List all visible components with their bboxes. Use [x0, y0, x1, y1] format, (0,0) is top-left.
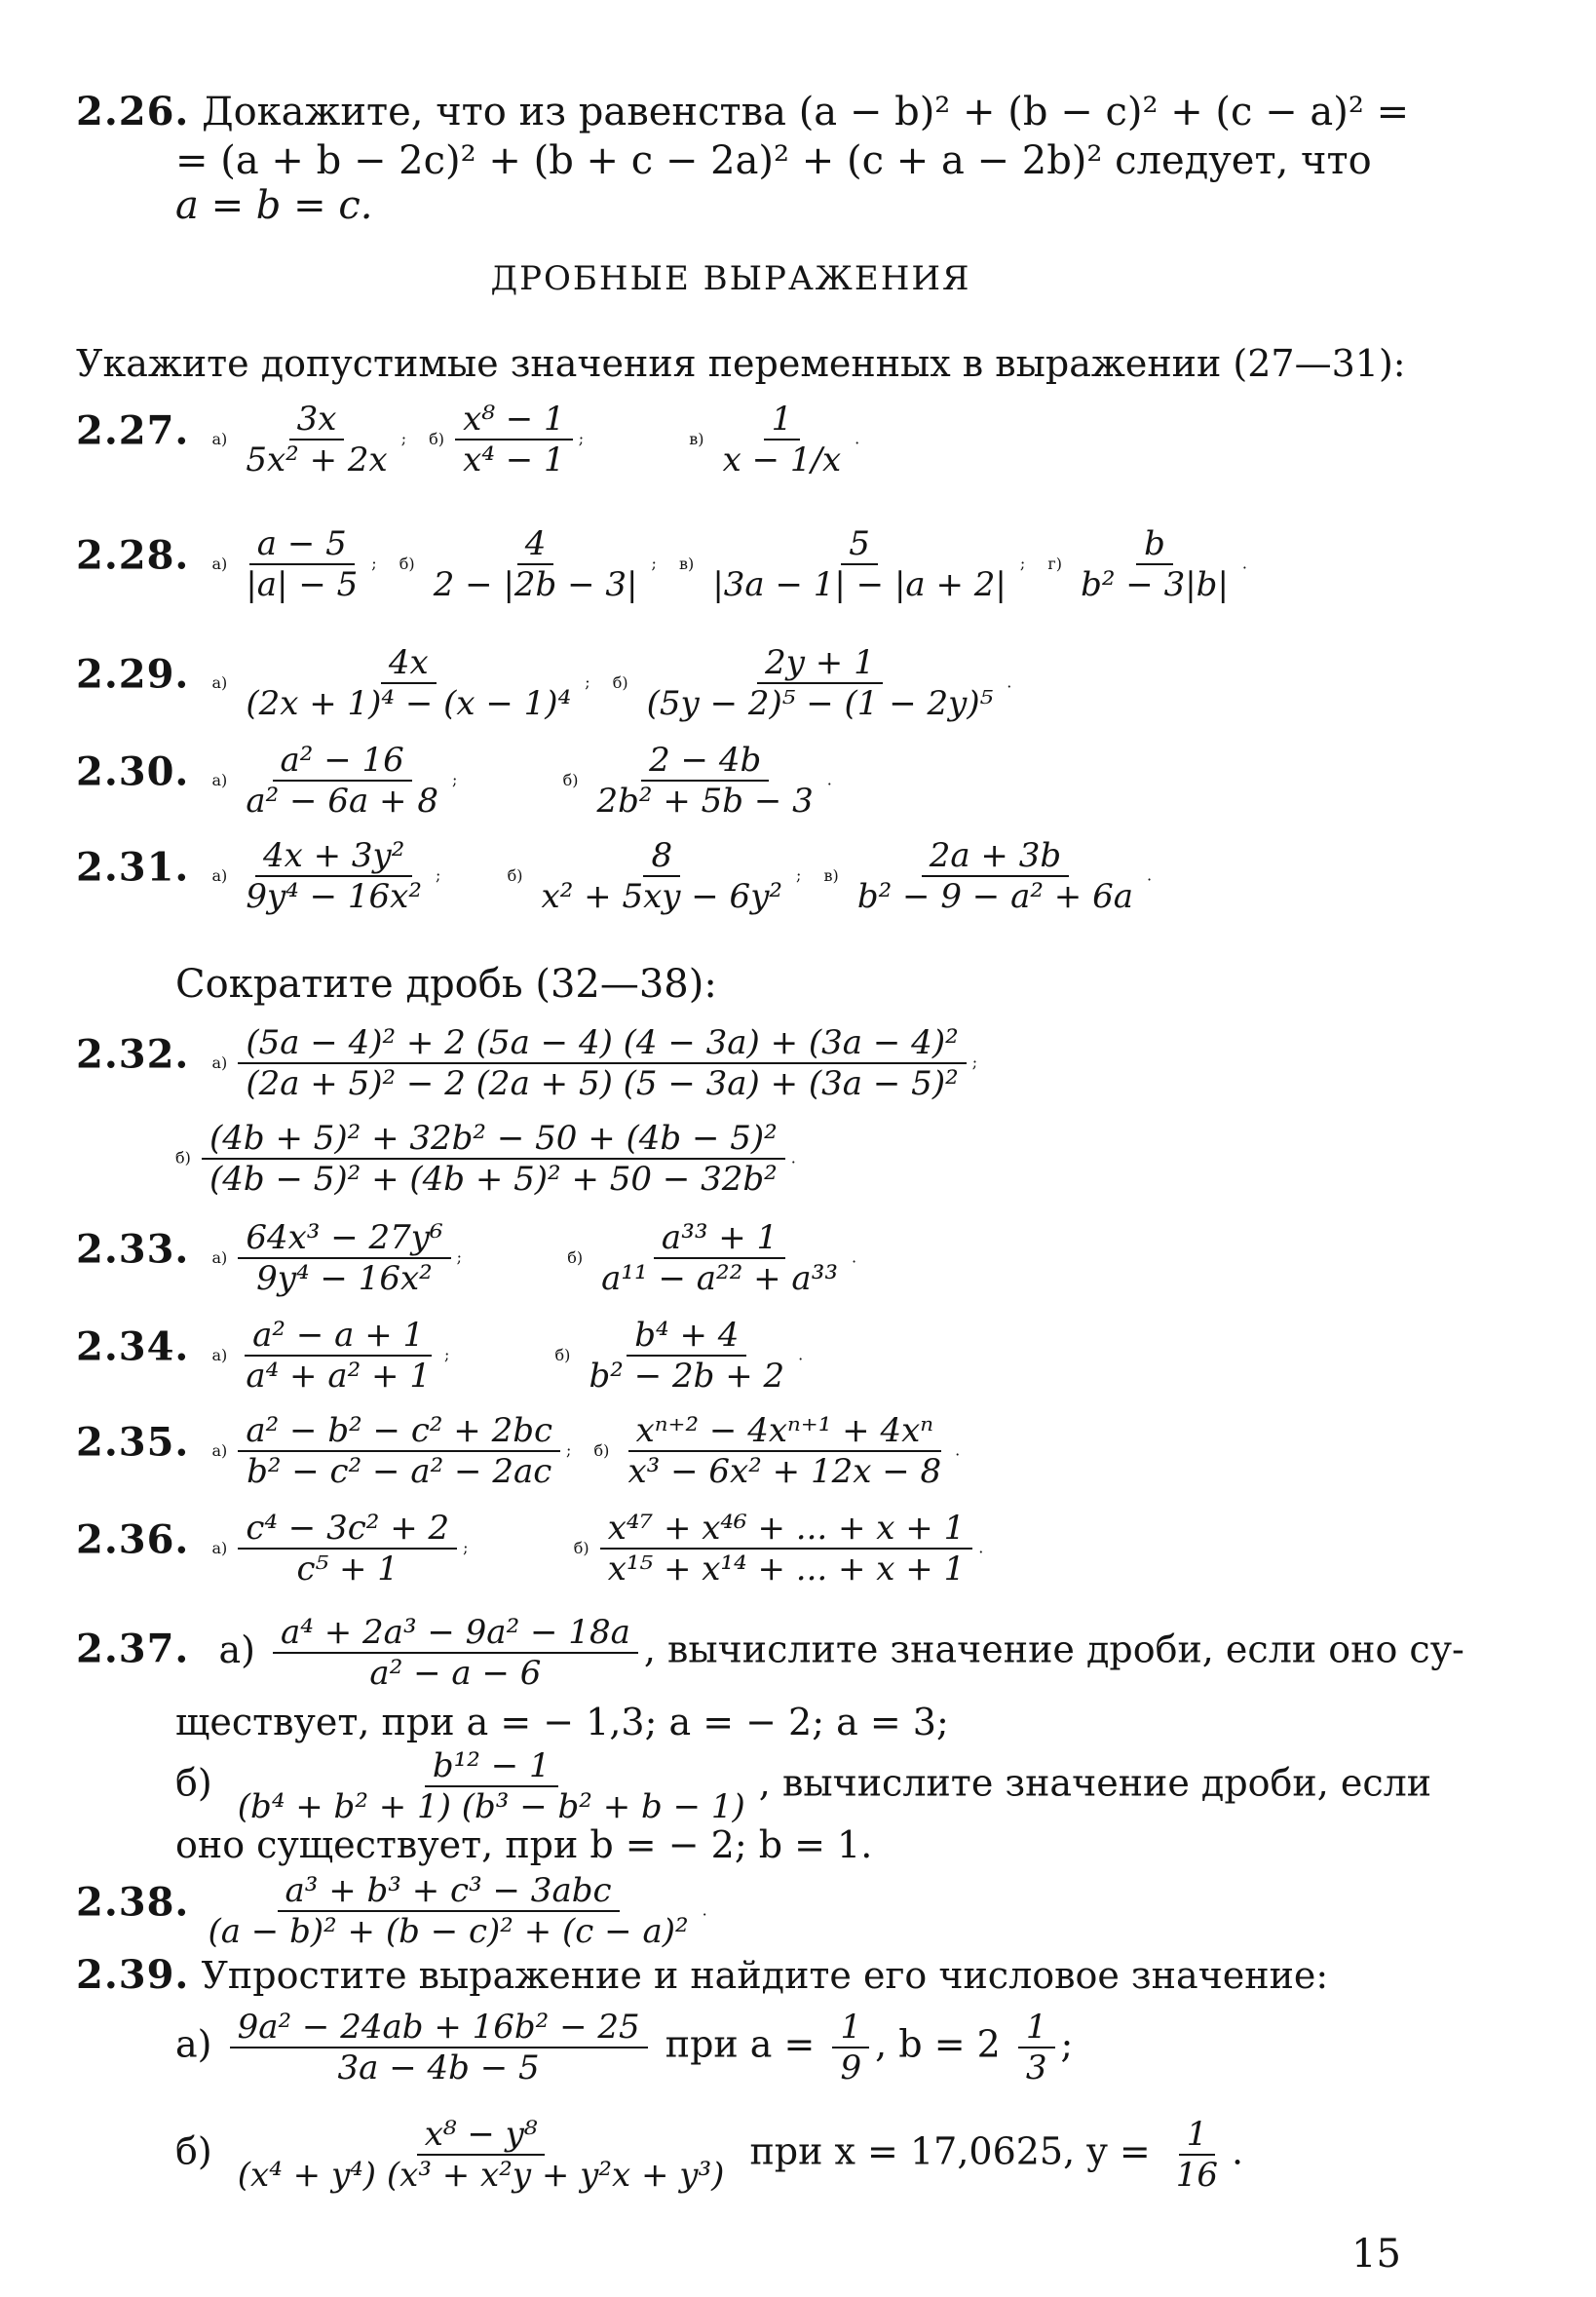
fraction [639, 643, 1002, 723]
fraction [238, 741, 446, 821]
part-label: а) [211, 1440, 228, 1460]
numerator: 2a + 3b [922, 836, 1069, 877]
problem-number: 2.33. [76, 1226, 190, 1273]
part-label: а) [218, 1627, 255, 1671]
fraction [238, 1509, 457, 1589]
problem-2-31 [76, 836, 1421, 916]
numerator: 2y + 1 [757, 643, 883, 684]
fraction [202, 1119, 785, 1199]
separator: . [1007, 672, 1012, 692]
part-label: б) [399, 554, 415, 573]
numerator: 64x³ − 27y⁶ [238, 1218, 450, 1259]
problem-text: , вычислите значение дроби, если оно су- [643, 1627, 1464, 1671]
problem-2-27 [76, 400, 1421, 479]
condition-text: , b = 2 [875, 2022, 1001, 2066]
fraction [455, 400, 573, 479]
denominator: x − 1/x [722, 440, 842, 479]
numerator: 5 [841, 524, 878, 565]
fraction [426, 524, 646, 604]
separator: ; [585, 672, 590, 692]
problem-2-37b-line2: оно существует, при b = − 2; b = 1. [175, 1823, 873, 1866]
part-label: в) [689, 429, 704, 448]
part-label: г) [1047, 554, 1062, 573]
fraction [1168, 2115, 1226, 2195]
fraction [200, 1871, 696, 1951]
fraction [238, 836, 430, 916]
problem-number: 2.36. [76, 1516, 190, 1563]
fraction [230, 1746, 753, 1826]
problem-2-32a [76, 1023, 1421, 1103]
numerator: 1 [1179, 2115, 1216, 2156]
numerator: 8 [643, 836, 680, 877]
denominator: a² − a − 6 [369, 1654, 542, 1693]
denominator: 9 [840, 2048, 862, 2087]
fraction [850, 836, 1141, 916]
numerator: 9a² − 24ab + 16b² − 25 [230, 2008, 648, 2048]
part-label: б) [175, 1761, 212, 1805]
denominator: 5x² + 2x [246, 440, 388, 479]
numerator: (4b + 5)² + 32b² − 50 + (4b − 5)² [202, 1119, 785, 1160]
numerator: a² − a + 1 [245, 1316, 432, 1357]
denominator: (a − b)² + (b − c)² + (c − a)² [208, 1912, 689, 1951]
part-label: а) [211, 1345, 228, 1364]
separator: ; [435, 865, 441, 885]
numerator: xⁿ⁺² − 4xⁿ⁺¹ + 4xⁿ [628, 1411, 942, 1452]
numerator: a² − b² − c² + 2bc [238, 1411, 560, 1452]
numerator: b¹² − 1 [425, 1746, 558, 1787]
denominator: c⁵ + 1 [296, 1550, 399, 1589]
problem-2-39a [175, 2008, 1520, 2087]
numerator: a² − 16 [273, 741, 412, 782]
separator: ; [400, 429, 407, 448]
numerator: a³ + b³ + c³ − 3abc [278, 1871, 620, 1912]
numerator: 4x [381, 643, 437, 684]
denominator: (5y − 2)⁵ − (1 − 2y)⁵ [646, 684, 994, 723]
denominator: (x⁴ + y⁴) (x³ + x²y + y²x + y³) [237, 2156, 725, 2195]
page-number: 15 [1351, 2232, 1401, 2277]
fraction [230, 2008, 648, 2087]
numerator: 2 − 4b [641, 741, 769, 782]
separator: ; [566, 1440, 572, 1460]
denominator: a⁴ + a² + 1 [246, 1357, 431, 1396]
problem-number: 2.28. [76, 532, 190, 579]
problem-number: 2.35. [76, 1419, 190, 1466]
numerator: x⁴⁷ + x⁴⁶ + ... + x + 1 [600, 1509, 973, 1550]
part-label: б) [612, 672, 628, 692]
separator: . [702, 1900, 707, 1920]
part-label: а) [211, 1053, 228, 1072]
denominator: (b⁴ + b² + 1) (b³ − b² + b − 1) [237, 1787, 745, 1826]
fraction [593, 1218, 846, 1298]
denominator: x⁴ − 1 [463, 440, 565, 479]
separator: ; [1019, 554, 1026, 573]
problem-number: 2.27. [76, 407, 190, 454]
separator: . [798, 1345, 804, 1364]
part-label: б) [554, 1345, 571, 1364]
fraction [238, 1316, 438, 1396]
part-label: а) [175, 2022, 212, 2066]
separator: . [1147, 865, 1153, 885]
denominator: x² + 5xy − 6y² [541, 877, 783, 916]
instruction-32-38: Сократите дробь (32—38): [175, 962, 717, 1007]
part-label: а) [211, 554, 228, 573]
problem-2-37a [76, 1613, 1464, 1693]
problem-2-38 [76, 1871, 1421, 1951]
problem-number: 2.34. [76, 1323, 190, 1370]
denominator: b² − 9 − a² + 6a [856, 877, 1133, 916]
problem-number: 2.32. [76, 1031, 190, 1078]
fraction [534, 836, 791, 916]
denominator: (2a + 5)² − 2 (2a + 5) (5 − 3a) + (3a − 5)² [246, 1064, 959, 1103]
part-label: б) [573, 1538, 589, 1557]
denominator: 9y⁴ − 16x² [256, 1259, 433, 1298]
fraction [1073, 524, 1236, 604]
condition-text: при x = 17,0625, y = [749, 2129, 1151, 2173]
problem-2-39 [76, 1951, 1401, 2000]
problem-number: 2.26. [76, 89, 190, 134]
problem-2-26-line2: = (a + b − 2c)² + (b + c − 2a)² + (c + a − 2b)² следует, что [175, 138, 1372, 183]
separator: . [955, 1440, 961, 1460]
section-heading: ДРОБНЫЕ ВЫРАЖЕНИЯ [490, 259, 971, 298]
fraction [589, 741, 821, 821]
numerator: 1 [832, 2008, 869, 2048]
problem-number: 2.30. [76, 748, 190, 795]
separator: ; [443, 1345, 450, 1364]
denominator: x³ − 6x² + 12x − 8 [627, 1452, 942, 1491]
denominator: b² − c² − a² − 2ac [247, 1452, 552, 1491]
problem-2-36 [76, 1509, 1421, 1589]
problem-number: 2.39. [76, 1952, 190, 1998]
condition-text: при a = [665, 2022, 816, 2066]
part-label: а) [211, 770, 228, 789]
problem-number: 2.37. [76, 1626, 190, 1672]
denominator: b² − 3|b| [1081, 565, 1229, 604]
fraction [704, 524, 1014, 604]
problem-number: 2.38. [76, 1879, 190, 1926]
separator: . [1232, 2129, 1244, 2173]
separator: ; [651, 554, 657, 573]
problem-2-26-line3: a = b = c. [175, 183, 373, 228]
part-label: в) [678, 554, 695, 573]
fraction [1018, 2008, 1055, 2087]
numerator: a⁴ + 2a³ − 9a² − 18a [273, 1613, 638, 1654]
numerator: a − 5 [249, 524, 355, 565]
problem-text: , вычислите значение дроби, если [758, 1761, 1432, 1805]
part-label: в) [823, 865, 839, 885]
numerator: 4 [517, 524, 554, 565]
separator: . [855, 429, 860, 448]
fraction [832, 2008, 869, 2087]
part-label: а) [211, 1247, 228, 1267]
denominator: 2b² + 5b − 3 [596, 782, 814, 821]
part-label: б) [567, 1247, 584, 1267]
numerator: b⁴ + 4 [627, 1316, 746, 1357]
problem-2-26-line1 [76, 88, 1410, 136]
problem-2-37b [175, 1746, 1520, 1826]
fraction [238, 643, 579, 723]
separator: ; [371, 554, 377, 573]
numerator: 1 [1018, 2008, 1055, 2048]
denominator: x¹⁵ + x¹⁴ + ... + x + 1 [607, 1550, 966, 1589]
fraction [238, 524, 365, 604]
separator: . [851, 1247, 857, 1267]
denominator: (4b − 5)² + (4b + 5)² + 50 − 32b² [209, 1160, 778, 1199]
fraction [238, 1218, 450, 1298]
part-label: б) [562, 770, 579, 789]
part-label: а) [211, 865, 228, 885]
numerator: 3x [289, 400, 345, 440]
fraction [238, 1023, 966, 1103]
denominator: 2 − |2b − 3| [433, 565, 638, 604]
numerator: c⁴ − 3c² + 2 [238, 1509, 457, 1550]
fraction [230, 2115, 733, 2195]
part-label: а) [211, 672, 228, 692]
part-label: а) [211, 429, 228, 448]
fraction [238, 400, 395, 479]
separator: . [1241, 554, 1247, 573]
denominator: a¹¹ − a²² + a³³ [601, 1259, 838, 1298]
problem-text: Докажите, что из равенства (a − b)² + (b − c)² + (c − a)² = [202, 90, 1410, 134]
denominator: 16 [1175, 2156, 1219, 2195]
problem-number: 2.29. [76, 651, 190, 698]
denominator: 3 [1025, 2048, 1047, 2087]
numerator: a³³ + 1 [654, 1218, 785, 1259]
denominator: a² − 6a + 8 [246, 782, 438, 821]
fraction [238, 1411, 560, 1491]
problem-2-37a-line2: ществует, при a = − 1,3; a = − 2; a = 3; [175, 1701, 949, 1743]
part-label: б) [429, 429, 445, 448]
instruction-27-31: Укажите допустимые значения переменных в выражении (27—31): [76, 342, 1406, 385]
separator: ; [463, 1538, 469, 1557]
denominator: (2x + 1)⁴ − (x − 1)⁴ [246, 684, 572, 723]
problem-number: 2.31. [76, 844, 190, 891]
numerator: x⁸ − 1 [455, 400, 573, 440]
denominator: |3a − 1| − |a + 2| [712, 565, 1007, 604]
denominator: b² − 2b + 2 [589, 1357, 785, 1396]
problem-2-28 [76, 524, 1421, 604]
separator: ; [451, 770, 458, 789]
numerator: 1 [764, 400, 801, 440]
problem-2-39b [175, 2115, 1520, 2195]
numerator: (5a − 4)² + 2 (5a − 4) (4 − 3a) + (3a − 4)² [238, 1023, 966, 1064]
separator: ; [456, 1247, 462, 1267]
part-label: б) [175, 1148, 191, 1168]
separator: ; [578, 429, 585, 448]
numerator: b [1136, 524, 1173, 565]
denominator: 9y⁴ − 16x² [246, 877, 422, 916]
fraction [600, 1509, 973, 1589]
part-label: б) [175, 2129, 212, 2173]
numerator: 4x + 3y² [255, 836, 412, 877]
denominator: |a| − 5 [246, 565, 359, 604]
part-label: б) [593, 1440, 610, 1460]
numerator: x⁸ − y⁸ [417, 2115, 546, 2156]
separator: . [790, 1148, 796, 1168]
separator: ; [1060, 2022, 1074, 2066]
separator: ; [796, 865, 802, 885]
separator: . [978, 1538, 984, 1557]
problem-2-32b [175, 1119, 1520, 1199]
fraction [621, 1411, 950, 1491]
problem-2-35 [76, 1411, 1421, 1491]
fraction [715, 400, 850, 479]
fraction [273, 1613, 638, 1693]
problem-2-29 [76, 643, 1421, 723]
separator: ; [971, 1053, 978, 1072]
problem-2-34 [76, 1316, 1421, 1396]
problem-2-30 [76, 741, 1421, 821]
separator: . [826, 770, 832, 789]
problem-text: Упростите выражение и найдите его числовое значение: [201, 1954, 1329, 1997]
part-label: б) [507, 865, 523, 885]
fraction [582, 1316, 793, 1396]
part-label: а) [211, 1538, 228, 1557]
problem-2-33 [76, 1218, 1421, 1298]
denominator: 3a − 4b − 5 [337, 2048, 540, 2087]
